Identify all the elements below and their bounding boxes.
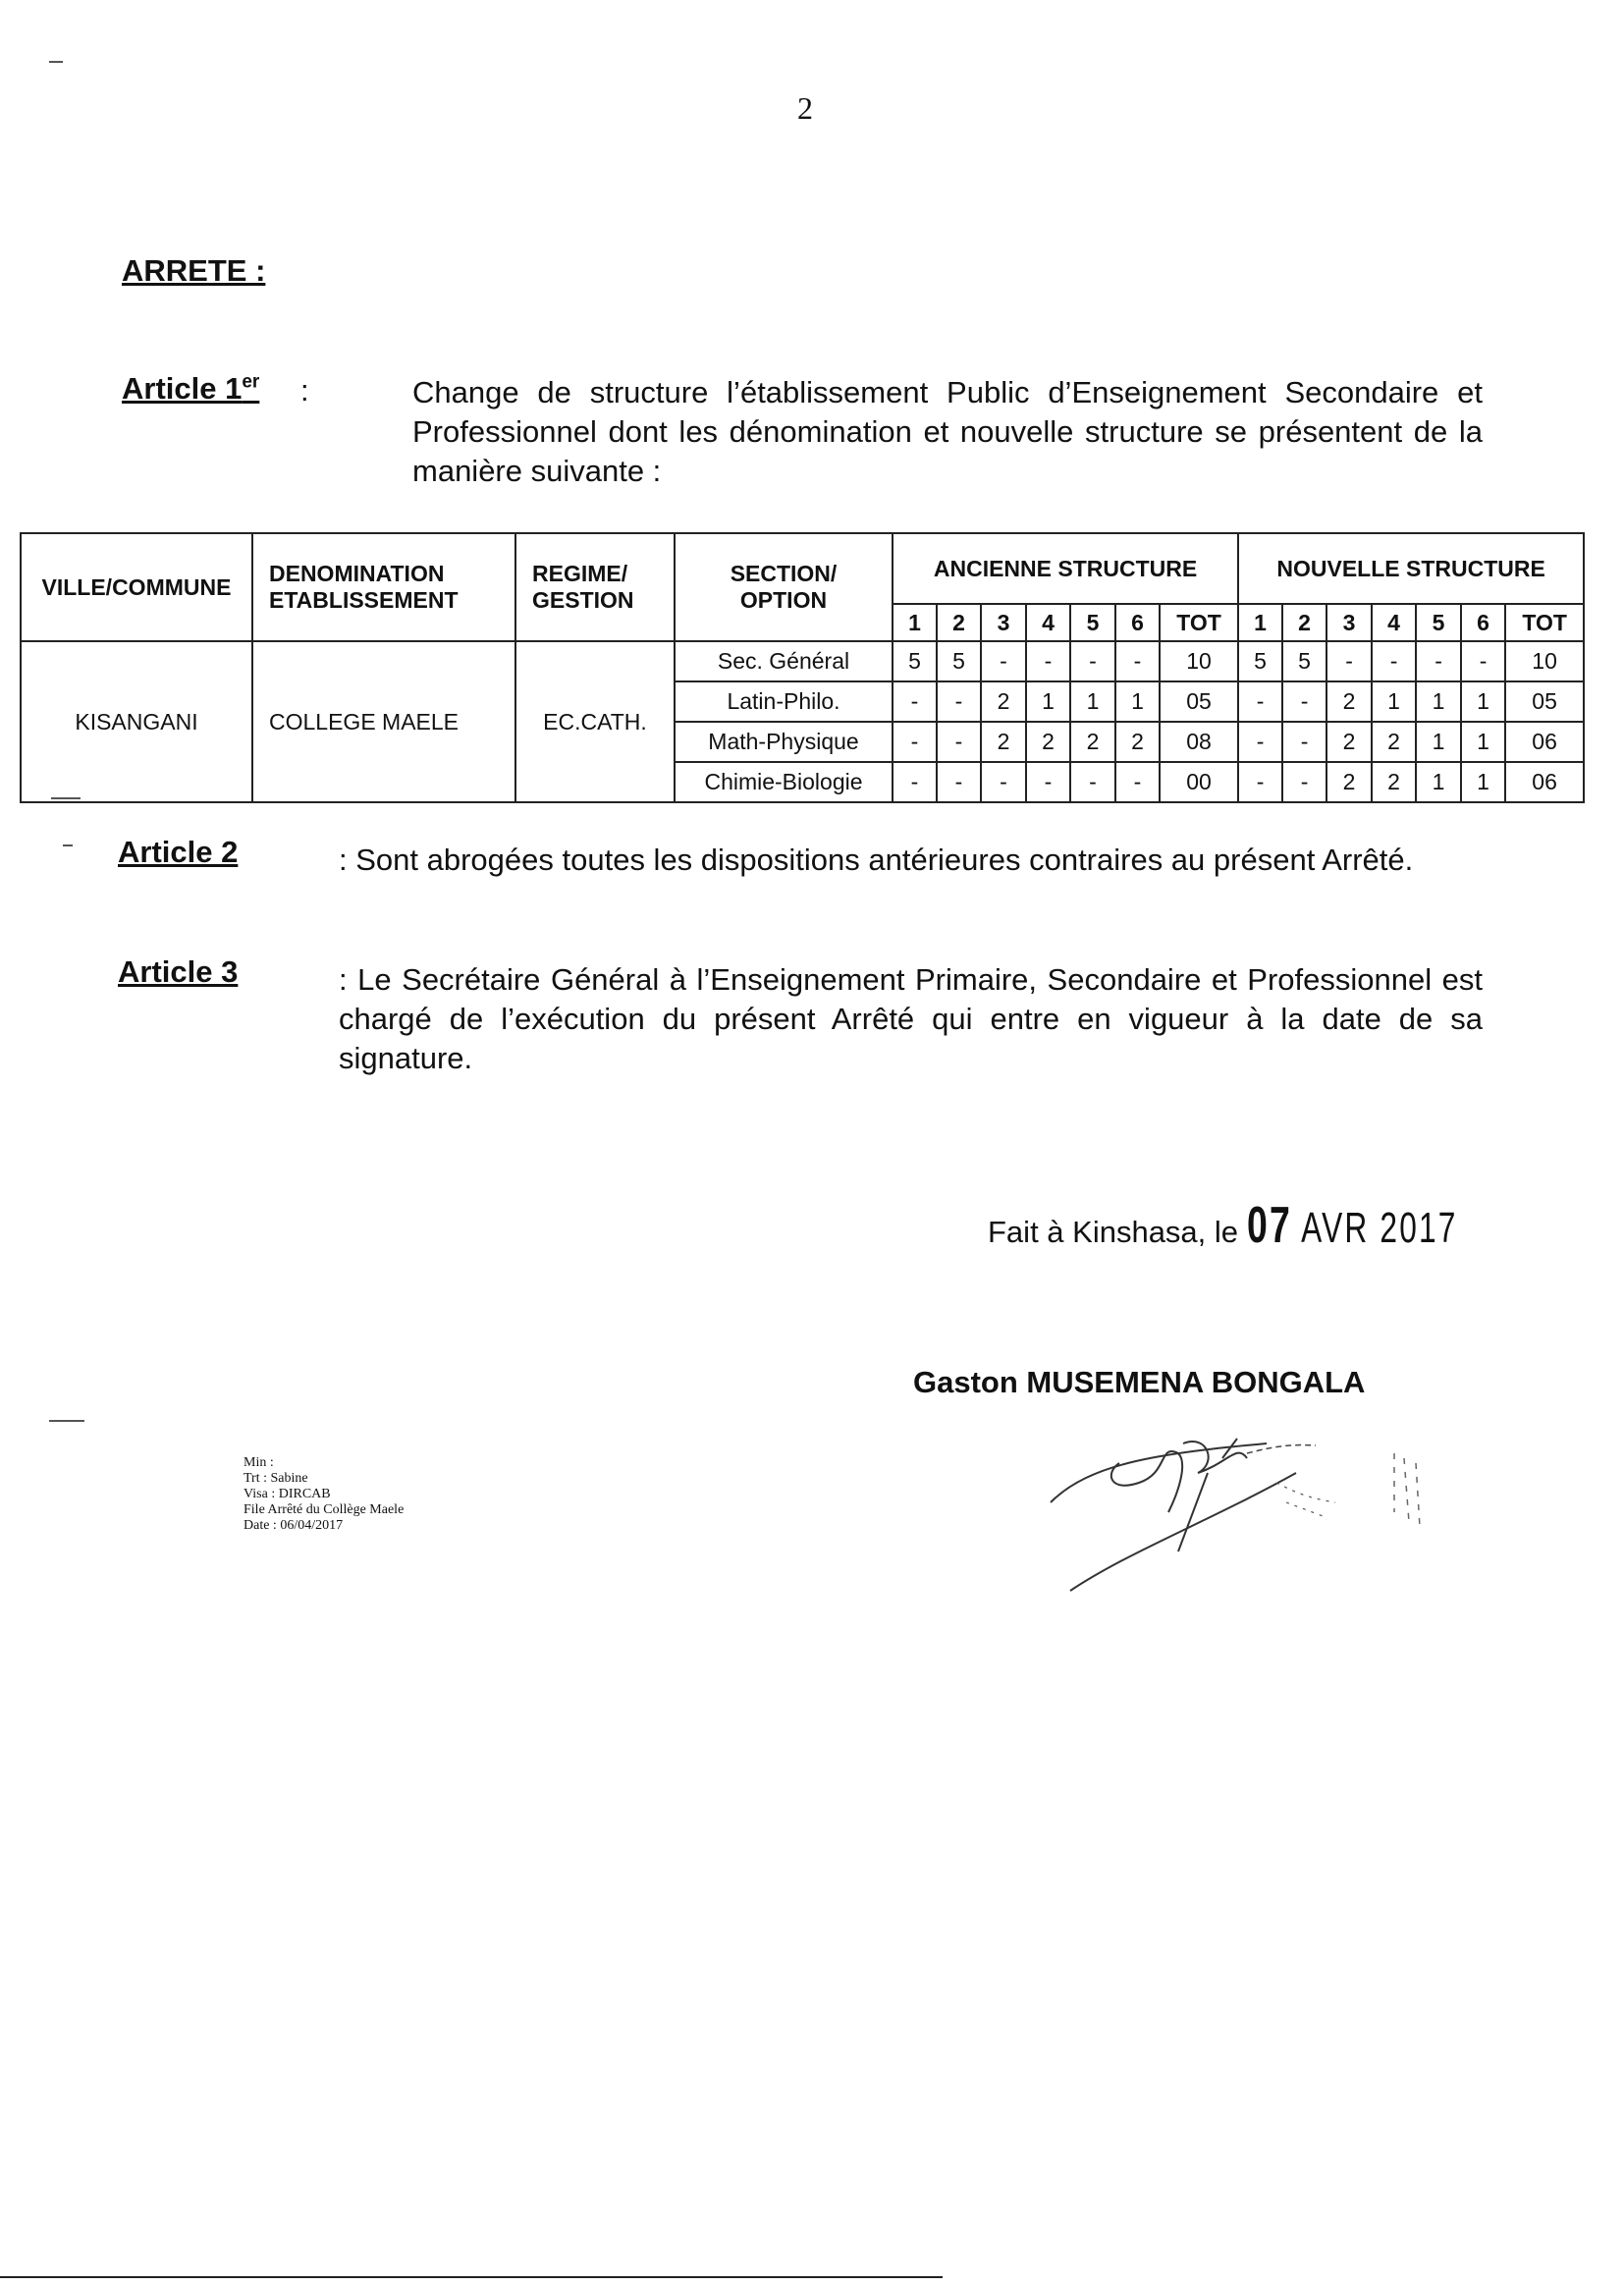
article-2-label: Article 2 xyxy=(118,835,239,869)
cell-nouvelle: - xyxy=(1238,681,1282,722)
sub-header: 5 xyxy=(1070,604,1115,641)
routing-line: Min : xyxy=(244,1455,274,1470)
article-3-text: : Le Secrétaire Général à l’Enseignement Primaire, Secondaire et Professionnel est chargé de l’exécution du présent Arrêté qui entre en vigueur à la date de sa signature. xyxy=(339,962,1483,1075)
cell-ancienne: 2 xyxy=(1026,722,1070,762)
routing-line: Trt : Sabine xyxy=(244,1471,308,1486)
article-2-text: : Sont abrogées toutes les dispositions antérieures contraires au présent Arrêté. xyxy=(339,843,1414,877)
cell-nouvelle: 2 xyxy=(1372,762,1416,802)
cell-nouvelle: 1 xyxy=(1416,722,1461,762)
cell-ancienne: 2 xyxy=(1115,722,1160,762)
cell-ancienne: - xyxy=(1115,641,1160,681)
sub-header: 6 xyxy=(1115,604,1160,641)
header-denomination: DENOMINATION ETABLISSEMENT xyxy=(252,533,515,641)
fait-text: Fait à Kinshasa, le xyxy=(988,1215,1239,1249)
header-nouvelle-structure: NOUVELLE STRUCTURE xyxy=(1238,533,1584,604)
cell-nouvelle: 2 xyxy=(1372,722,1416,762)
cell-ancienne: 1 xyxy=(1026,681,1070,722)
cell-nouvelle: 1 xyxy=(1461,722,1505,762)
cell-regime: EC.CATH. xyxy=(515,641,675,802)
header-regime: REGIME/ GESTION xyxy=(515,533,675,641)
sub-header: 1 xyxy=(893,604,937,641)
cell-section: Math-Physique xyxy=(675,722,893,762)
cell-ancienne: 5 xyxy=(893,641,937,681)
routing-line: Visa : DIRCAB xyxy=(244,1487,331,1501)
sub-header: 4 xyxy=(1026,604,1070,641)
cell-ancienne: - xyxy=(981,641,1026,681)
sub-header: 3 xyxy=(1326,604,1372,641)
article-1-colon: : xyxy=(300,373,309,408)
cell-nouvelle: - xyxy=(1461,641,1505,681)
scan-mark xyxy=(49,1420,84,1422)
bottom-rule xyxy=(0,2276,943,2278)
cell-nouvelle: 1 xyxy=(1461,762,1505,802)
article-3-label: Article 3 xyxy=(118,954,239,989)
cell-nouvelle: 1 xyxy=(1416,681,1461,722)
article-1-label xyxy=(122,371,259,407)
sub-header: 6 xyxy=(1461,604,1505,641)
cell-nouvelle: - xyxy=(1238,762,1282,802)
cell-section: Sec. Général xyxy=(675,641,893,681)
cell-ancienne: 1 xyxy=(1070,681,1115,722)
cell-ancienne: - xyxy=(893,722,937,762)
cell-nouvelle-tot: 05 xyxy=(1505,681,1584,722)
header-ancienne-structure: ANCIENNE STRUCTURE xyxy=(893,533,1238,604)
sub-header: 1 xyxy=(1238,604,1282,641)
cell-nouvelle: 2 xyxy=(1326,722,1372,762)
article-1-label-sup: er xyxy=(242,371,260,393)
cell-ancienne: - xyxy=(893,762,937,802)
scan-mark xyxy=(63,844,73,846)
cell-ancienne: - xyxy=(1026,762,1070,802)
cell-nouvelle: - xyxy=(1238,722,1282,762)
cell-nouvelle: 5 xyxy=(1282,641,1326,681)
cell-nouvelle-tot: 06 xyxy=(1505,762,1584,802)
article-1-label-text: Article 1 xyxy=(122,371,243,406)
date-month-year: AVR 2017 xyxy=(1300,1204,1458,1252)
cell-nouvelle: 1 xyxy=(1372,681,1416,722)
cell-ancienne: - xyxy=(1070,641,1115,681)
page-number: 2 xyxy=(797,90,813,126)
cell-ancienne-tot: 00 xyxy=(1160,762,1238,802)
cell-nouvelle-tot: 06 xyxy=(1505,722,1584,762)
structure-table xyxy=(20,532,1585,803)
cell-nouvelle: 2 xyxy=(1326,762,1372,802)
cell-ancienne: - xyxy=(1070,762,1115,802)
cell-ancienne: 1 xyxy=(1115,681,1160,722)
cell-denomination: COLLEGE MAELE xyxy=(252,641,515,802)
article-1-text: Change de structure l’établissement Public d’Enseignement Secondaire et Professionnel dont les dénomination et nouvelle structure se présentent de la manière suivante : xyxy=(412,375,1483,488)
cell-ancienne-tot: 08 xyxy=(1160,722,1238,762)
cell-ancienne: - xyxy=(1026,641,1070,681)
cell-ville: KISANGANI xyxy=(21,641,252,802)
cell-nouvelle: 1 xyxy=(1461,681,1505,722)
header-section: SECTION/ OPTION xyxy=(675,533,893,641)
routing-line: File Arrêté du Collège Maele xyxy=(244,1502,405,1517)
date-stamp xyxy=(1247,1196,1458,1255)
cell-ancienne: - xyxy=(893,681,937,722)
cell-nouvelle: - xyxy=(1282,762,1326,802)
cell-nouvelle: - xyxy=(1282,681,1326,722)
scan-mark xyxy=(49,61,63,63)
cell-nouvelle: - xyxy=(1416,641,1461,681)
cell-ancienne: 2 xyxy=(981,681,1026,722)
routing-line: Date : 06/04/2017 xyxy=(244,1518,344,1533)
sub-header: TOT xyxy=(1505,604,1584,641)
cell-ancienne: - xyxy=(981,762,1026,802)
cell-ancienne: 2 xyxy=(981,722,1026,762)
cell-nouvelle: 1 xyxy=(1416,762,1461,802)
fait-line xyxy=(988,1196,1540,1255)
header-ville: VILLE/COMMUNE xyxy=(21,533,252,641)
cell-ancienne: - xyxy=(1115,762,1160,802)
cell-ancienne: 2 xyxy=(1070,722,1115,762)
cell-section: Latin-Philo. xyxy=(675,681,893,722)
cell-section: Chimie-Biologie xyxy=(675,762,893,802)
cell-ancienne-tot: 05 xyxy=(1160,681,1238,722)
table-row xyxy=(21,641,1584,681)
scan-mark xyxy=(51,797,81,799)
cell-nouvelle: - xyxy=(1282,722,1326,762)
cell-ancienne: - xyxy=(937,762,981,802)
sub-header: 2 xyxy=(937,604,981,641)
cell-ancienne: - xyxy=(937,681,981,722)
sub-header: 2 xyxy=(1282,604,1326,641)
signature-icon xyxy=(1011,1404,1463,1601)
cell-ancienne: 5 xyxy=(937,641,981,681)
cell-ancienne: - xyxy=(937,722,981,762)
cell-nouvelle: - xyxy=(1326,641,1372,681)
cell-ancienne-tot: 10 xyxy=(1160,641,1238,681)
cell-nouvelle: 2 xyxy=(1326,681,1372,722)
sub-header: TOT xyxy=(1160,604,1238,641)
cell-nouvelle: - xyxy=(1372,641,1416,681)
sub-header: 5 xyxy=(1416,604,1461,641)
signatory-name: Gaston MUSEMENA BONGALA xyxy=(913,1365,1366,1399)
date-day: 07 xyxy=(1246,1197,1292,1254)
sub-header: 4 xyxy=(1372,604,1416,641)
cell-nouvelle: 5 xyxy=(1238,641,1282,681)
sub-header: 3 xyxy=(981,604,1026,641)
routing-block xyxy=(244,1455,404,1534)
arrete-heading: ARRETE : xyxy=(122,253,266,288)
cell-nouvelle-tot: 10 xyxy=(1505,641,1584,681)
